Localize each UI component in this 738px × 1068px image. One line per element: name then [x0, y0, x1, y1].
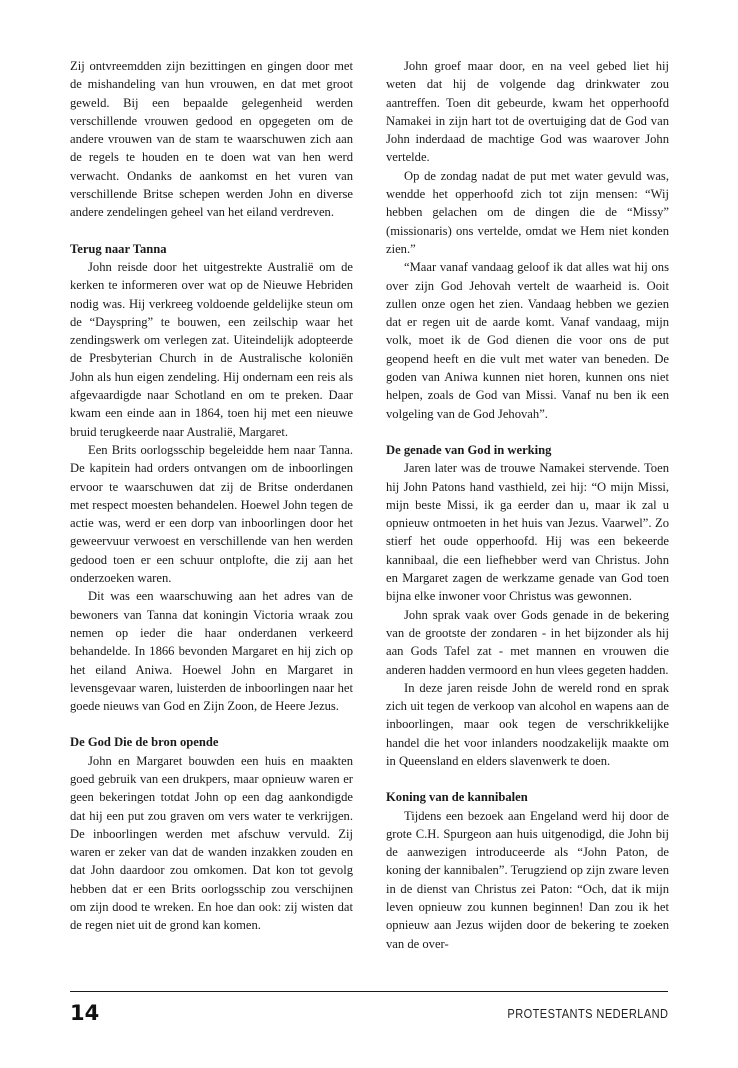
- section-heading-de-god-die-de-bron-opende: De God Die de bron opende: [70, 735, 219, 750]
- left-column: [70, 57, 353, 935]
- section-heading-terug-naar-tanna: Terug naar Tanna: [70, 241, 167, 256]
- right-column: [386, 57, 669, 953]
- paragraph: Op de zondag nadat de put met water gevuld was, wendde het opperhoofd zich tot zijn mensen: “Wij hebben gelachen om de dingen die de “Missy” (missionaris) ons vertelde, omdat we Hem niet konden zien.”: [386, 168, 669, 256]
- paragraph: Een Brits oorlogsschip begeleidde hem naar Tanna. De kapitein had orders ontvangen om de inboorlingen ervoor te waarschuwen dat zij de Britse onderdanen met respect moesten behandelen. Hoewel John tegen de actie was, werd er een dorp van inboorlingen door het geweervuur verwoest en verschillende van hen werden gedood toen er een schuur ontplofte, die zij aan het onderzoeken waren.: [70, 442, 353, 586]
- section-heading-de-genade-van-god: De genade van God in werking: [386, 442, 552, 457]
- paragraph: In deze jaren reisde John de wereld rond en sprak zich uit tegen de verkoop van alcohol en wapens aan de inboorlingen, maar ook tegen de verschrikkelijke handel die het voor inlanders noodzakelijk maakte om in Queensland en elders slavenwerk te doen.: [386, 680, 669, 768]
- paragraph: John sprak vaak over Gods genade in de bekering van de grootste der zondaren - in het bijzonder als hij aan Gods Tafel zat - met mannen en vrouwen die anderen hadden vermoord en hun vlees gegeten hadden.: [386, 607, 669, 677]
- paragraph: John groef maar door, en na veel gebed liet hij weten dat hij de volgende dag drinkwater zou aantreffen. Toen dit gebeurde, kwam het opperhoofd Namakei in zijn hart tot de overtuiging dat de God van John inderdaad de machtige God was waarover John vertelde.: [386, 59, 669, 165]
- magazine-title: PROTESTANTS NEDERLAND: [507, 1006, 668, 1021]
- paragraph: Zij ontvreemdden zijn bezittingen en gingen door met de mishandeling van hun vrouwen, en dat met groot geweld. Bij een bepaalde gelegenheid werden verschillende vrouwen gedood en opgegeten om de andere vrouwen van de stam te waarschuwen zich aan de regels te houden en te doen wat van hen werd verwacht. Ondanks de aankomst en het vuren van verschillende Britse schepen werden John en diverse andere zendelingen geheel van het eiland verdreven.: [70, 59, 353, 220]
- paragraph: Jaren later was de trouwe Namakei stervende. Toen hij John Patons hand vasthield, zei hij: “O mijn Missi, mijn beste Missi, ik ga eerder dan u, maar ik zal u opnieuw ontmoeten in het huis van Jezus. Vaarwel”. Zo stierf het oude opperhoofd. Hij was een bekeerde kannibaal, die een liefhebber werd van Christus. John en Margaret zagen de werkzame genade van God toen bijna elke inwoner voor Christus was gewonnen.: [386, 461, 669, 604]
- paragraph: John reisde door het uitgestrekte Australië om de kerken te informeren over wat op de Nieuwe Hebriden nodig was. Hij verkreeg voldoende geldelijke steun om de “Dayspring” te bouwen, een zeilschip waar het zendingswerk om verlegen zat. Uiteindelijk adopteerde de Presbyterian Church in de Australische koloniën John als hun eigen zendeling. Hij ondernam een reis als afgevaardigde naar Schotland en om te preken. Daar kwam een einde aan in 1864, toen hij met een nieuwe bruid terugkeerde naar Australië, Margaret.: [70, 259, 353, 439]
- paragraph: Dit was een waarschuwing aan het adres van de bewoners van Tanna dat koningin Victoria wraak zou nemen op ieder die haar onderdanen verkeerd behandelde. In 1866 bevonden Margaret en hij zich op het eiland Aniwa. Hoewel John en Margaret in levensgevaar waren, luisterden de inboorlingen naar het goede nieuws van God en Zijn Zoon, de Heere Jezus.: [70, 589, 353, 714]
- paragraph: Tijdens een bezoek aan Engeland werd hij door de grote C.H. Spurgeon aan huis uitgenodigd, die John bij de aanwezigen introduceerde als “John Paton, de koning der kannibalen”. Terugziend op zijn zware leven in de dienst van Christus zei Paton: “Och, dat ik mijn leven opnieuw zou kunnen beginnen! Dan zou ik het opnieuw aan Jezus wijden door de bekering te zoeken van de over-: [386, 808, 669, 951]
- section-heading-koning-van-de-kannibalen: Koning van de kannibalen: [386, 790, 528, 805]
- paragraph: “Maar vanaf vandaag geloof ik dat alles wat hij ons over zijn God Jehovah vertelt de waarheid is. Ooit zullen onze ogen het zien. Vandaag hebben we gezien dat er regen uit de aarde komt. Vanaf vandaag, mijn volk, moet ik de God dienen die voor ons de put geopend heeft en die vult met water van beneden. De goden van Aniwa kunnen niet horen, kunnen ons niet helpen, zoals de God van Missi. Vanaf nu ben ik een volgeling van de God Jehovah”.: [386, 260, 669, 421]
- paragraph: John en Margaret bouwden een huis en maakten goed gebruik van een drukpers, maar opnieuw waren er geen bekeringen totdat John op een dag aankondigde dat hij een put zou graven om vers water te verkrijgen. De inboorlingen werden met afschuw vervuld. Zij waren er zeker van dat de wanden inzakken zouden en dat John daardoor zou omkomen. Dat kon tot gevolg hebben dat er een Brits oorlogsschip zou verschijnen om zijn dood te wreken. En hoe dan ook: zij wisten dat de regen niet uit de grond kan komen.: [70, 753, 353, 933]
- footer-divider: [70, 991, 668, 992]
- page-number: 14: [70, 1001, 100, 1025]
